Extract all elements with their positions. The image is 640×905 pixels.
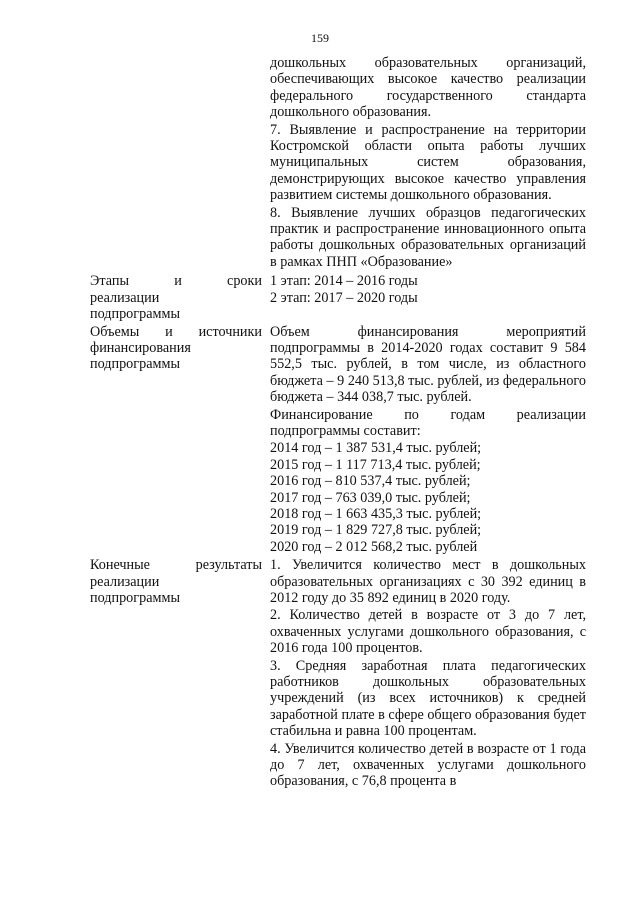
stages-label-line: реализации bbox=[90, 289, 160, 306]
funding-row bbox=[90, 324, 590, 556]
stages-label-line: подпрограммы bbox=[90, 306, 180, 323]
goals-label-cell bbox=[90, 55, 270, 271]
page-number: 159 bbox=[311, 31, 329, 45]
funding-by-year-intro: Финансирование по годам реализации подпрограммы составит: bbox=[270, 406, 586, 439]
stages-label-cell bbox=[90, 273, 270, 322]
results-text-cell bbox=[270, 557, 586, 791]
subprogram-passport-table bbox=[90, 55, 590, 791]
result-item: 3. Средняя заработная плата педагогических работников дошкольных образовательных учреждений (из всех источников) к средней заработной плате в сфере общего образования будет стабильна и равна 100 процентам. bbox=[270, 657, 586, 740]
results-row bbox=[90, 557, 590, 791]
goal-paragraph-continued: дошкольных образовательных организаций, обеспечивающих высокое качество реализации федерального государственного стандарта дошкольного образования. bbox=[270, 55, 586, 121]
result-item: 1. Увеличится количество мест в дошкольных образовательных организациях с 30 392 единиц в 2012 году до 35 892 единиц в 2020 году. bbox=[270, 557, 586, 606]
stages-label-line: Этапы и сроки bbox=[90, 273, 262, 290]
funding-label-cell bbox=[90, 324, 270, 556]
results-label-cell bbox=[90, 557, 270, 791]
goal-item-8: 8. Выявление лучших образцов педагогических практик и распространение инновационного опыта работы дошкольных образовательных организаций в рамках ПНП «Образование» bbox=[270, 204, 586, 270]
funding-label-line: Объемы и источники bbox=[90, 323, 262, 340]
funding-label-line: подпрограммы bbox=[90, 356, 180, 373]
funding-label-line: финансирования bbox=[90, 339, 191, 356]
funding-year-item: 2014 год – 1 387 531,4 тыс. рублей; bbox=[270, 440, 482, 457]
funding-year-item: 2020 год – 2 012 568,2 тыс. рублей bbox=[270, 538, 478, 555]
funding-year-item: 2018 год – 1 663 435,3 тыс. рублей; bbox=[270, 505, 482, 522]
stage-item: 1 этап: 2014 – 2016 годы bbox=[270, 273, 418, 290]
funding-year-item: 2016 год – 810 537,4 тыс. рублей; bbox=[270, 473, 471, 490]
funding-year-item: 2017 год – 763 039,0 тыс. рублей; bbox=[270, 489, 471, 506]
funding-year-item: 2015 год – 1 117 713,4 тыс. рублей; bbox=[270, 456, 481, 473]
result-item: 4. Увеличится количество детей в возрасте от 1 года до 7 лет, охваченных услугами дошкольного образования, с 76,8 процента в bbox=[270, 740, 586, 790]
result-item: 2. Количество детей в возрасте от 3 до 7 лет, охваченных услугами дошкольного образования, с 2016 года 100 процентов. bbox=[270, 607, 586, 657]
stages-row bbox=[90, 273, 590, 322]
results-label-line: Конечные результаты bbox=[90, 557, 262, 574]
funding-summary: Объем финансирования мероприятий подпрограммы в 2014-2020 годах составит 9 584 552,5 тыс. рублей, в том числе, из областного бюджета – 9 240 513,8 тыс. рублей, из федерального бюджета – 344 038,7 тыс. рублей. bbox=[270, 323, 586, 406]
goals-row bbox=[90, 55, 590, 271]
stage-item: 2 этап: 2017 – 2020 годы bbox=[270, 289, 418, 306]
funding-year-item: 2019 год – 1 829 727,8 тыс. рублей; bbox=[270, 522, 482, 539]
goal-item-7: 7. Выявление и распространение на территории Костромской области опыта работы лучших муниципальных систем образования, демонстрирующих высокое качество управления развитием системы дошкольного образования. bbox=[270, 121, 586, 204]
funding-text-cell bbox=[270, 324, 586, 556]
stages-text-cell bbox=[270, 273, 586, 322]
results-label-line: реализации bbox=[90, 573, 160, 590]
funding-by-year-list bbox=[270, 440, 586, 555]
goals-text-cell bbox=[270, 55, 586, 271]
results-label-line: подпрограммы bbox=[90, 590, 180, 606]
